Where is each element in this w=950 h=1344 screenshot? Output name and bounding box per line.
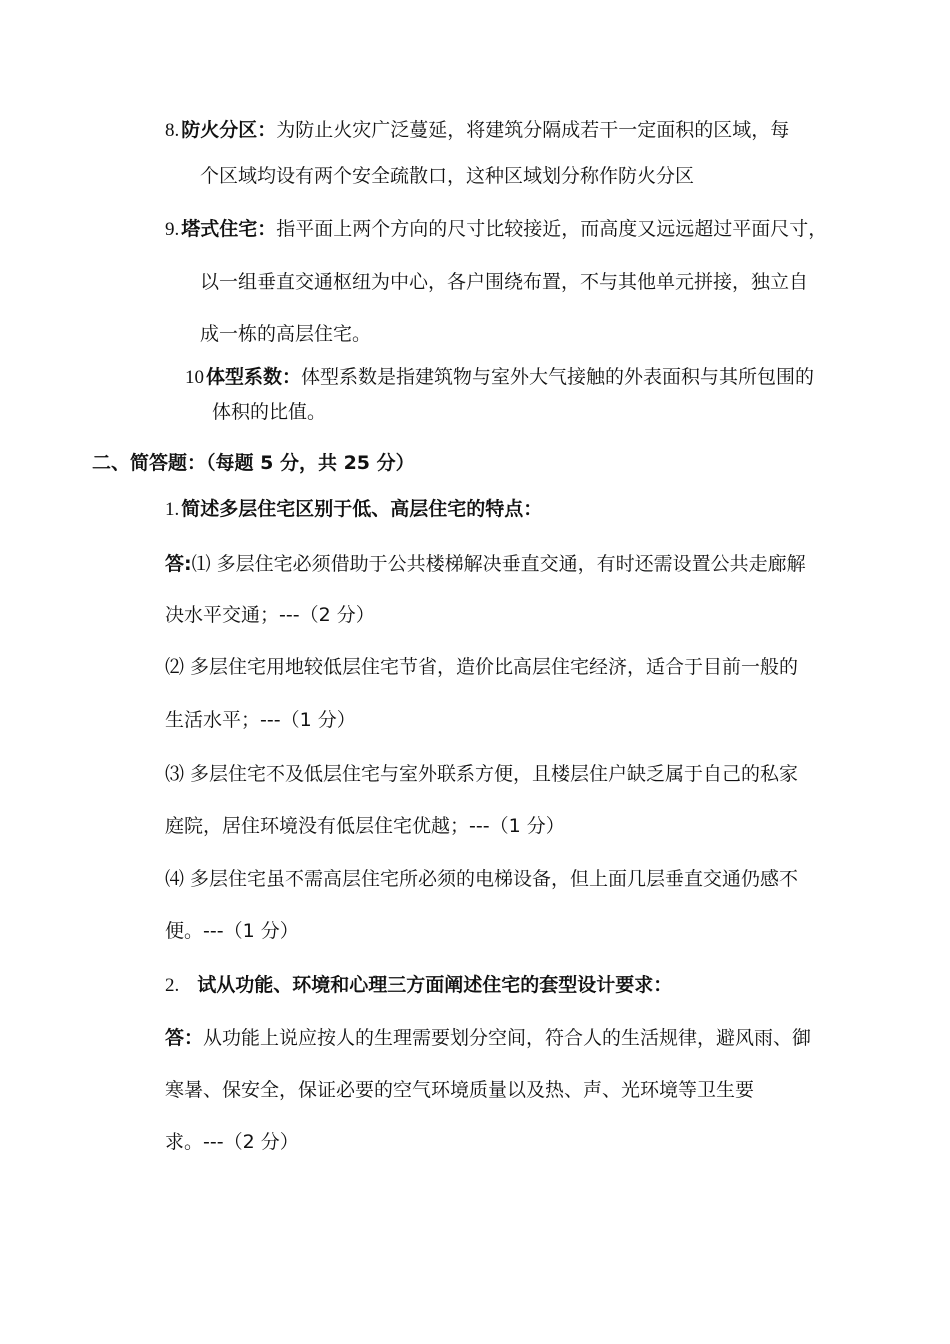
definition-number: 10 bbox=[185, 367, 204, 388]
definition-term: 塔式住宅： bbox=[181, 218, 277, 240]
definition-9 bbox=[165, 217, 827, 242]
definition-9-continued: 成一栋的高层住宅。 bbox=[200, 323, 372, 345]
question-1 bbox=[165, 497, 542, 522]
definition-text: 指平面上两个方向的尺寸比较接近，而高度又远远超过平面尺寸， bbox=[276, 218, 828, 240]
answer-line bbox=[165, 1026, 811, 1050]
answer-line: ⑶ 多层住宅不及低层住宅与室外联系方便，且楼层住户缺乏属于自己的私家 bbox=[165, 763, 799, 785]
definition-text: 体型系数是指建筑物与室外大气接触的外表面积与其所包围的 bbox=[301, 366, 815, 388]
question-number: 2. bbox=[165, 975, 180, 996]
answer-line: 庭院，居住环境没有低层住宅优越；---（1 分） bbox=[165, 815, 565, 837]
definition-9-continued: 以一组垂直交通枢纽为中心，各户围绕布置，不与其他单元拼接，独立自 bbox=[200, 271, 809, 293]
answer-line: 便。---（1 分） bbox=[165, 920, 299, 942]
question-title: 试从功能、环境和心理三方面阐述住宅的套型设计要求： bbox=[197, 974, 673, 996]
answer-label: 答: bbox=[165, 553, 192, 575]
definition-8 bbox=[165, 118, 789, 143]
definition-term: 防火分区： bbox=[181, 119, 277, 141]
definition-number: 8. bbox=[165, 120, 180, 141]
answer-line: ⑷ 多层住宅虽不需高层住宅所必须的电梯设备，但上面几层垂直交通仍感不 bbox=[165, 868, 799, 890]
definition-10 bbox=[185, 365, 814, 390]
answer-line: 寒暑、保安全，保证必要的空气环境质量以及热、声、光环境等卫生要 bbox=[165, 1079, 755, 1101]
answer-line: 生活水平；---（1 分） bbox=[165, 709, 356, 731]
definition-8-continued: 个区域均设有两个安全疏散口，这种区域划分称作防火分区 bbox=[200, 165, 695, 187]
question-2 bbox=[165, 973, 672, 998]
answer-text: ⑴ 多层住宅必须借助于公共楼梯解决垂直交通，有时还需设置公共走廊解 bbox=[191, 553, 806, 575]
answer-line bbox=[165, 552, 806, 576]
answer-label: 答： bbox=[165, 1027, 204, 1049]
definition-text: 为防止火灾广泛蔓延，将建筑分隔成若干一定面积的区域，每 bbox=[276, 119, 790, 141]
answer-line: 决水平交通；---（2 分） bbox=[165, 604, 375, 626]
definition-number: 9. bbox=[165, 219, 180, 240]
definition-term: 体型系数： bbox=[206, 366, 302, 388]
answer-line: ⑵ 多层住宅用地较低层住宅节省，造价比高层住宅经济，适合于目前一般的 bbox=[165, 656, 799, 678]
definition-10-continued: 体积的比值。 bbox=[212, 401, 327, 423]
answer-text: 从功能上说应按人的生理需要划分空间，符合人的生活规律，避风雨、御 bbox=[203, 1027, 812, 1049]
question-title: 简述多层住宅区别于低、高层住宅的特点： bbox=[181, 498, 543, 520]
question-number: 1. bbox=[165, 499, 180, 520]
answer-line: 求。---（2 分） bbox=[165, 1131, 299, 1153]
section-heading: 二、简答题：（每题 5 分，共 25 分） bbox=[92, 452, 415, 474]
